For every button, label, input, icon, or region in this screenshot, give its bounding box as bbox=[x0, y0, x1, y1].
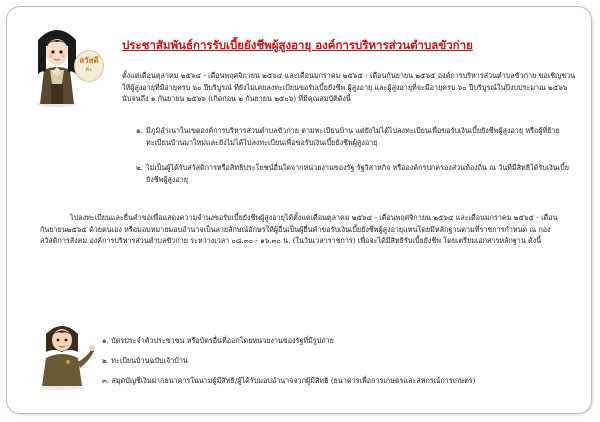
document-item: ๒. ทะเบียนบ้านฉบับเจ้าบ้าน bbox=[102, 356, 188, 365]
condition-text: มีภูมิลำเนาในเขตองค์การบริหารส่วนตำบลขัวก่าย ตามทะเบียนบ้าน แต่ยังไม่ได้ไปลงทะเบียนเพื่อขอรับเงินเบี้ยยังชีพผู้สูงอายุ หรือผู้ที่ย้ายทะเบียนบ้านมาใหม่และยังไม่ได้ไปลงทะเบียนเพื่อขอรับเงินเบี้ยยังชีพผู้สูงอายุ bbox=[146, 126, 560, 147]
announcement-title: ประชาสัมพันธ์การรับเบี้ยยังชีพผู้สูงอายุ องค์การบริหารส่วนตำบลขัวก่าย bbox=[122, 38, 473, 52]
document-item: ๓. สมุดบัญชีเงินฝากธนาคารในนามผู้มีสิทธิ/ผู้ได้รับมอบอำนาจจากผู้มีสิทธิ (ธนาคารเพื่อการเกษตรและสหกรณ์การเกษตร) bbox=[102, 376, 476, 385]
condition-number: ๒. bbox=[136, 163, 144, 172]
intro-paragraph: ตั้งแต่เดือนตุลาคม ๒๕๖๔ - เดือนพฤศจิกายน ๒๕๖๔ และเดือนมกราคม ๒๕๖๕ - เดือนกันยายน ๒๕๖๕ องค์การบริหารส่วนตำบลขัวก่าย ขอเชิญชวนให้ผู้สูงอายุที่มีอายุครบ ๖๐ ปีบริบูรณ์ ที่ยังไม่เคยลงทะเบียนขอรับเบี้ยยังชีพ ผู้สูงอายุ และผู้สูงอายุที่จะมีอายุครบ ๖๐ ปีบริบูรณ์ในปีงบประมาณ ๒๕๖๖ นับจนถึง ๑ กันยายน ๒๕๖๖ (เกิดก่อน ๒ กันยายน ๒๕๐๖) ที่มีคุณสมบัติดังนี้ bbox=[122, 71, 576, 104]
greeting-badge bbox=[74, 50, 104, 82]
document-item: ๑. บัตรประจำตัวประชาชน หรือบัตรอื่นที่ออกโดยหน่วยงานของรัฐที่มีรูปถ่าย bbox=[102, 336, 334, 345]
instructions-paragraph: ไปลงทะเบียนและยื่นคำขอเพื่อแสดงความจำนงขอรับเบี้ยยังชีพผู้สูงอายุได้ตั้งแต่เดือนตุลาคม ๒๕๖๔ - เดือนพฤศจิกายน ๒๕๖๔ และเดือนมกราคม ๒๕๖๕ - เดือนกันยายน๒๕๖๕ ด้วยตนเอง หรือมอบหมายมอบอำนาจเป็นลายลักษณ์อักษรให้ผู้อื่นเป็นผู้ยื่นคำขอรับเงินเบี้ยยังชีพผู้สูงอายุแทนโดยมีหลักฐานตามที่ราชการกำหนด ณ กองสวัสดิการสังคม องค์การบริหารส่วนตำบลขัวก่าย ระหว่างเวลา ๐๘.๓๐ - ๑๖.๓๐ น. (ในวันเวลาราชการ) เพื่อจะได้มีสิทธิรับเบี้ยยังชีพ โดยเตรียมเอกสารหลักฐาน ดังนี้ bbox=[40, 213, 558, 246]
badge-line-1: สวัสดี bbox=[79, 56, 99, 65]
officer-illustration bbox=[32, 318, 96, 390]
condition-number: ๑. bbox=[136, 126, 143, 135]
badge-line-2: ค่ะ bbox=[85, 66, 93, 73]
condition-text: ไม่เป็นผู้ได้รับสวัสดิการหรือสิทธิประโยชน์อื่นใดจากหน่วยงานของรัฐ รัฐวิสาหกิจ หรือองค์กรปกครองส่วนท้องถิ่น ณ วันที่มีสิทธิได้รับเงินเบี้ยยังชีพผู้สูงอายุ bbox=[146, 163, 569, 184]
